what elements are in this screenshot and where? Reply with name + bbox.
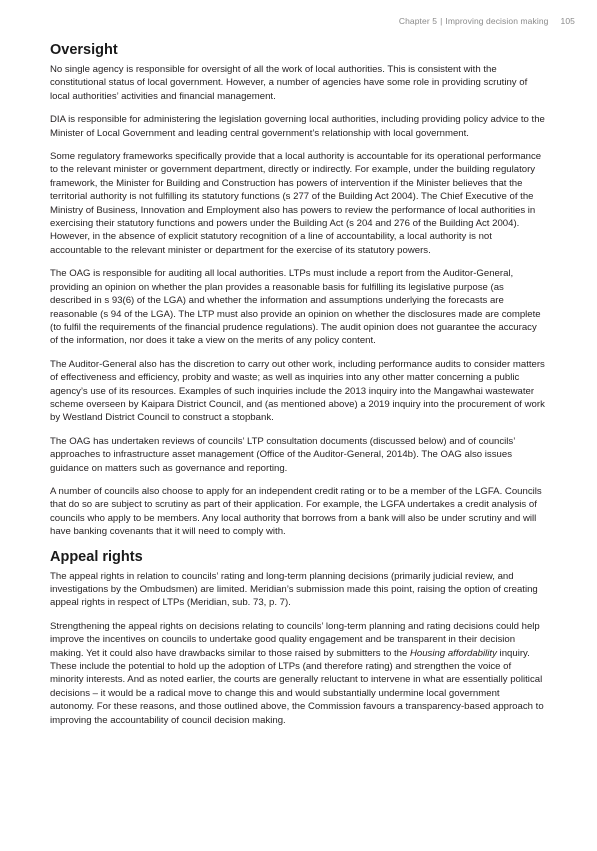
section-heading: Appeal rights [50,548,143,565]
section-appeal-rights [50,549,546,727]
chapter-label: Chapter 5 [398,16,438,26]
paragraph: The appeal rights in relation to councils’ rating and long-term planning decisions (primarily judicial review, and investigations by the Ombudsmen) are limited. Meridian’s submission made this point, raising the option of creating appeal rights in respect of LTPs (Meridian, sub. 73, p. 7). [50,570,538,609]
section-heading: Oversight [50,42,118,58]
paragraph [50,620,546,727]
header-separator: | [440,16,443,26]
paragraph: DIA is responsible for administering the legislation governing local authorities, including providing policy advice to the Minister of Local Government and leading central government’s relationship with local government. [50,114,545,139]
paragraph: No single agency is responsible for oversight of all the work of local authorities. This is consistent with the constitutional status of local government. However, a number of agencies have some role in providing scrutiny of local authorities’ activities and financial management. [50,64,528,102]
chapter-title: Improving decision making [445,16,549,26]
paragraph-text: inquiry. These include the potential to hold up the adoption of LTPs (and therefore rating) and strengthen the voice of minority interests. And as noted earlier, the courts are generally reluctant to intervene in what are essentially political decisions – it would be a radical move to change this and would substantially undermine local government autonomy. For these reasons, and those outlined above, the Commission favours a transparency-based approach to improving the accountability of council decision making. [50,647,544,726]
section-oversight [50,42,546,539]
paragraph: A number of councils also choose to apply for an independent credit rating or to be a member of the LGFA. Councils that do so are subject to scrutiny as part of their application. For example, the LGFA undertakes a credit analysis of councils who apply to be members. Any local authority that borrows from a bank will also be under scrutiny and will have banking covenants that it will need to comply with. [50,485,542,538]
paragraph-text: Strengthening the appeal rights on decisions relating to councils’ long-term planning and rating decisions could help improve the incentives on councils to undertake good quality engagement and be transparent in their decision making. Yet it could also have drawbacks similar to those raised by submitters to the [50,620,540,659]
paragraph: Some regulatory frameworks specifically provide that a local authority is accountable for its operational performance to the relevant minister or government department, directly or indirectly. For example, under the building regulatory framework, the Minister for Building and Construction has powers of intervention if the Minister believes that the territorial authority is not fulfilling its statutory functions (s 277 of the Building Act 2004). The Chief Executive of the Ministry of Business, Innovation and Employment also has powers to review the performance of local authorities in exercising their statutory functions and powers under the Building Act (s 204 and 276 of the Building Act 2004). However, in the absence of explicit statutory recognition of a line of accountability, a local authority is not accountable to the relevant minister or department for the exercise of its statutory powers. [50,151,542,256]
paragraph: The Auditor-General also has the discretion to carry out other work, including performance audits to consider matters of effectiveness and efficiency, probity and waste; as well as inquiries into any other matter concerning a public agency’s use of its resources. Examples of such inquiries include the 2013 inquiry into the Mangawhai wastewater scheme overseen by Kaipara District Council, and (as mentioned above) a 2019 inquiry into the procurement of work by Westland District Council to construct a stopbank. [50,358,545,424]
running-header [399,16,575,26]
page-body [50,42,546,737]
page-number: 105 [560,16,575,26]
inquiry-title: Housing affordability [409,647,497,659]
paragraph: The OAG has undertaken reviews of councils’ LTP consultation documents (discussed below) and of councils’ approaches to infrastructure asset management (Office of the Auditor-General, 2014b). The OAG also issues guidance on matters such as governance and reporting. [50,435,516,474]
paragraph: The OAG is responsible for auditing all local authorities. LTPs must include a report from the Auditor-General, providing an opinion on whether the plan provides a reasonable basis for fulfilling its legislative purpose (as described in s 93(6) of the LGA) and whether the information and assumptions underlying the forecasts are reasonable (s 94 of the LGA). The LTP must also provide an opinion on whether the disclosures made are complete (to fulfil the requirements of the financial prudence regulations). The audit opinion does not guarantee the accuracy of the information, nor does it take a view on the merits of any policy content. [50,268,541,347]
